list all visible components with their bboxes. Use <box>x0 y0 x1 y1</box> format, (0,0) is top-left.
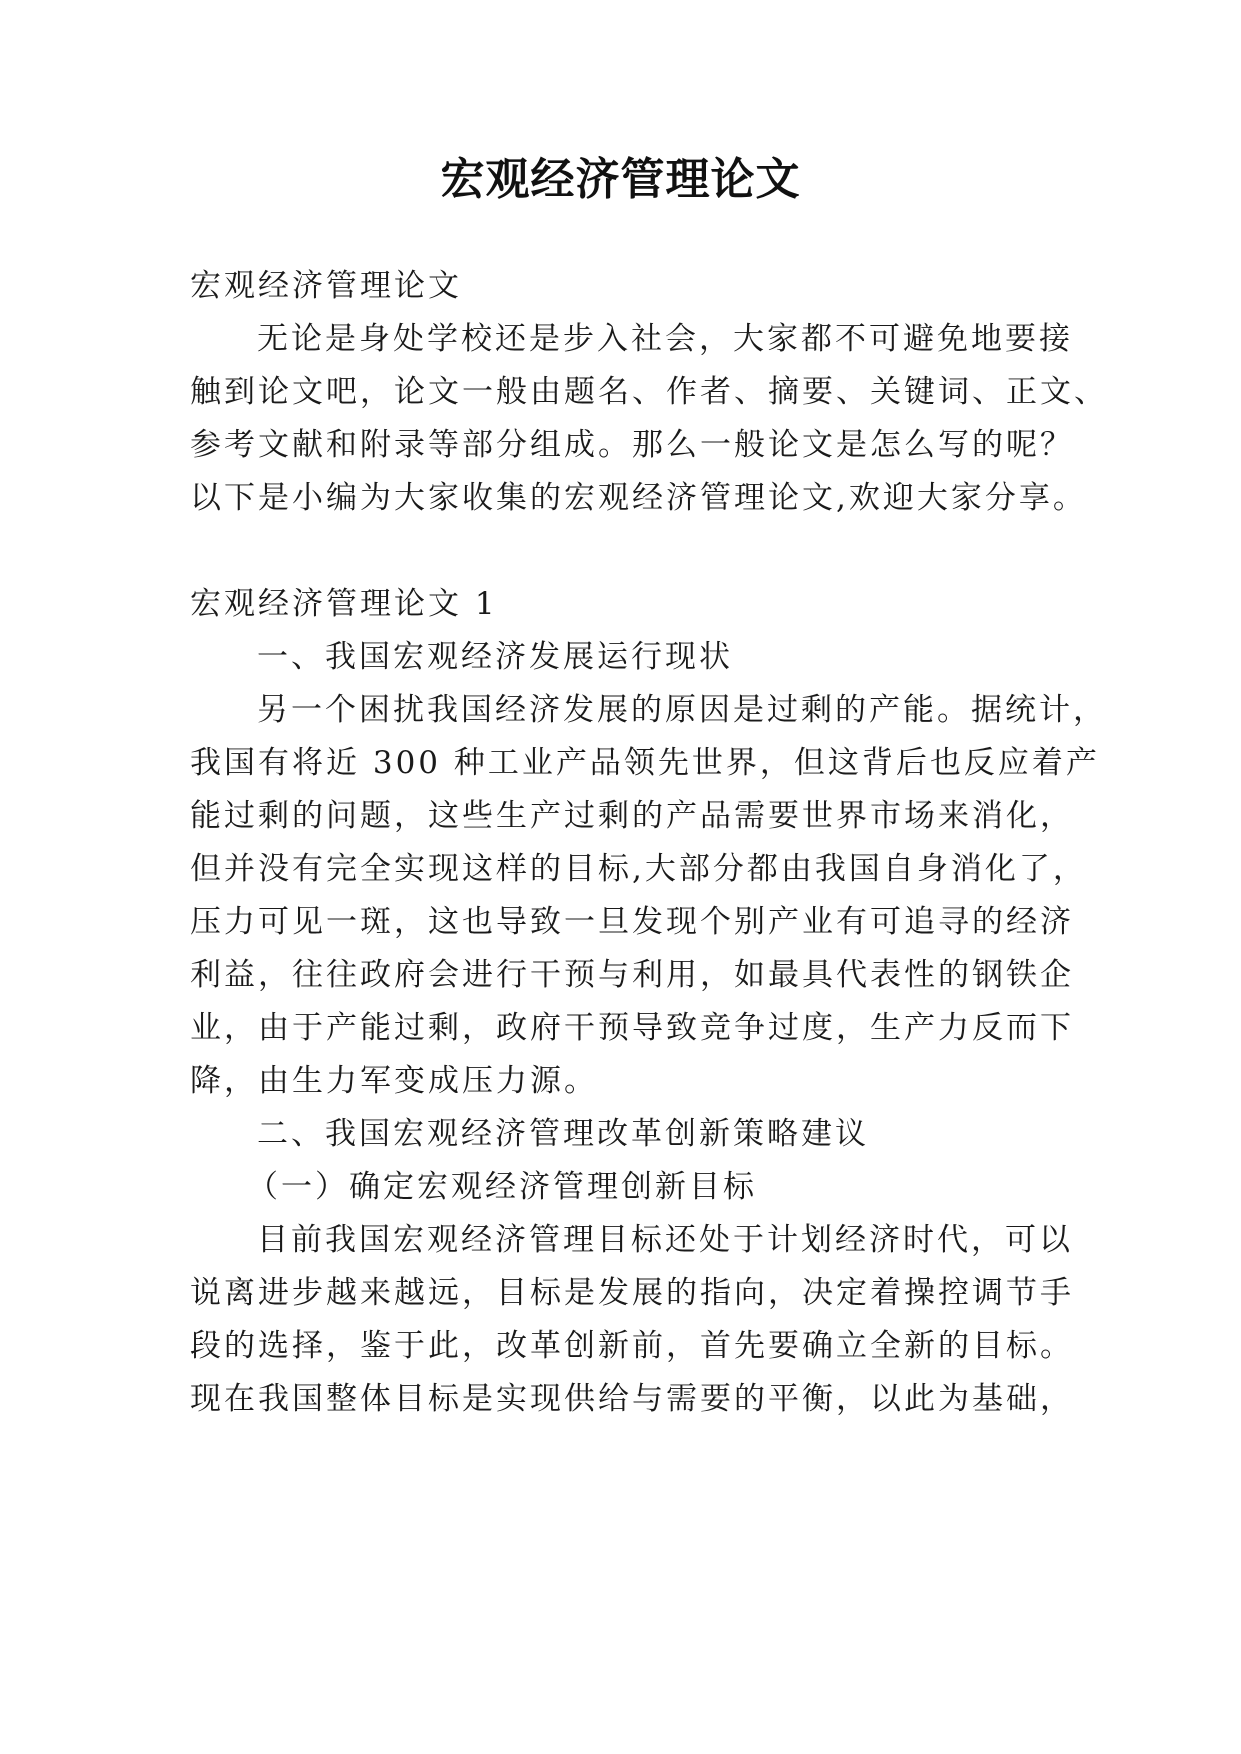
paragraph-line: 利益，往往政府会进行干预与利用，如最具代表性的钢铁企 <box>190 957 1074 993</box>
paragraph-line: 另一个困扰我国经济发展的原因是过剩的产能。据统计， <box>257 692 1107 728</box>
paragraph-line: 降，由生力军变成压力源。 <box>190 1063 598 1099</box>
paragraph-line: 能过剩的问题，这些生产过剩的产品需要世界市场来消化， <box>190 798 1074 834</box>
paragraph-line: 我国有将近 300 种工业产品领先世界，但这背后也反应着产 <box>190 745 1100 781</box>
paragraph-line: 但并没有完全实现这样的目标,大部分都由我国自身消化了， <box>190 851 1087 887</box>
paragraph-line: 以下是小编为大家收集的宏观经济管理论文,欢迎大家分享。 <box>190 480 1087 516</box>
paragraph-line: 现在我国整体目标是实现供给与需要的平衡，以此为基础， <box>190 1381 1074 1417</box>
paragraph-line: 压力可见一斑，这也导致一旦发现个别产业有可追寻的经济 <box>190 904 1074 940</box>
section-heading: 宏观经济管理论文 <box>190 268 462 304</box>
document-title: 宏观经济管理论文 <box>440 154 801 205</box>
subsection-heading: （一）确定宏观经济管理创新目标 <box>247 1169 757 1205</box>
paragraph-line: 业，由于产能过剩，政府干预导致竞争过度，生产力反而下 <box>190 1010 1074 1046</box>
paragraph-line: 无论是身处学校还是步入社会，大家都不可避免地要接 <box>257 321 1073 357</box>
subsection-heading: 一、我国宏观经济发展运行现状 <box>257 639 733 675</box>
paragraph-line: 段的选择，鉴于此，改革创新前，首先要确立全新的目标。 <box>190 1328 1074 1364</box>
paragraph-line: 参考文献和附录等部分组成。那么一般论文是怎么写的呢？ <box>190 427 1074 463</box>
section-heading: 宏观经济管理论文 1 <box>190 586 498 622</box>
paragraph-line: 目前我国宏观经济管理目标还处于计划经济时代，可以 <box>257 1222 1073 1258</box>
paragraph-line: 触到论文吧，论文一般由题名、作者、摘要、关键词、正文、 <box>190 374 1108 410</box>
paragraph-line: 说离进步越来越远，目标是发展的指向，决定着操控调节手 <box>190 1275 1074 1311</box>
subsection-heading: 二、我国宏观经济管理改革创新策略建议 <box>257 1116 869 1152</box>
